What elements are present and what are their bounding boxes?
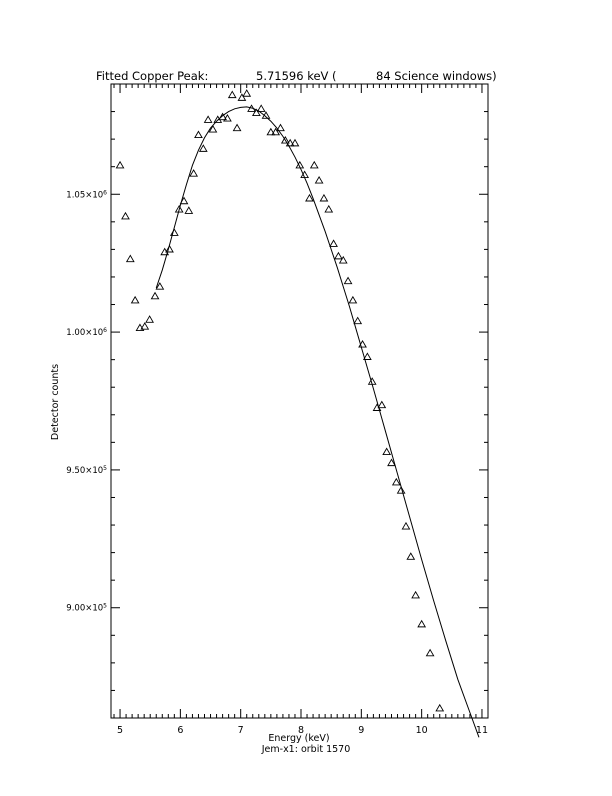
data-points bbox=[116, 90, 443, 711]
axis-ticks bbox=[111, 84, 488, 718]
data-point bbox=[229, 91, 236, 97]
data-point bbox=[171, 229, 178, 235]
data-point bbox=[146, 316, 153, 322]
data-point bbox=[238, 94, 245, 100]
y-tick-label: $9.50\times 10^5$ bbox=[66, 464, 107, 476]
data-point bbox=[195, 131, 202, 137]
data-point bbox=[233, 125, 240, 131]
data-point bbox=[311, 162, 318, 168]
x-tick-label: 6 bbox=[177, 725, 184, 736]
plot-frame bbox=[111, 84, 488, 718]
x-tick-label: 10 bbox=[415, 725, 428, 736]
data-point bbox=[407, 553, 414, 559]
data-point bbox=[205, 116, 212, 122]
y-tick-label: $1.05\times 10^6$ bbox=[66, 188, 107, 201]
chart-title-value: 5.71596 keV ( bbox=[256, 69, 337, 83]
chart-subtitle: Jem-x1: orbit 1570 bbox=[261, 744, 351, 755]
x-tick-label: 8 bbox=[297, 725, 305, 736]
data-point bbox=[335, 253, 342, 259]
data-point bbox=[383, 448, 390, 454]
x-axis-label: Energy (keV) bbox=[268, 733, 330, 744]
data-point bbox=[378, 402, 385, 408]
data-point bbox=[151, 293, 158, 299]
data-point bbox=[122, 213, 129, 219]
data-point bbox=[402, 523, 409, 529]
x-tick-label: 5 bbox=[117, 725, 124, 736]
data-point bbox=[320, 195, 327, 201]
data-point bbox=[349, 297, 356, 303]
x-tick-label: 9 bbox=[358, 725, 365, 736]
data-point bbox=[412, 592, 419, 598]
data-point bbox=[243, 90, 250, 96]
data-point bbox=[116, 162, 123, 168]
y-tick-label: $9.00\times 10^5$ bbox=[66, 602, 107, 614]
data-point bbox=[436, 705, 443, 711]
fit-curve bbox=[156, 107, 479, 737]
data-point bbox=[127, 255, 134, 261]
data-point bbox=[132, 297, 139, 303]
data-point bbox=[316, 177, 323, 183]
data-point bbox=[185, 207, 192, 213]
data-point bbox=[325, 206, 332, 212]
data-point bbox=[340, 257, 347, 263]
y-tick-labels bbox=[66, 189, 107, 614]
chart-title-right: 84 Science windows) bbox=[376, 69, 497, 83]
x-tick-label: 7 bbox=[237, 725, 244, 736]
data-point bbox=[418, 621, 425, 627]
data-point bbox=[330, 240, 337, 246]
x-tick-label: 11 bbox=[475, 725, 489, 736]
chart-title-left: Fitted Copper Peak: bbox=[96, 69, 209, 83]
y-axis-label: Detector counts bbox=[50, 363, 61, 441]
y-tick-label: $1.00\times 10^6$ bbox=[66, 326, 107, 339]
data-point bbox=[426, 650, 433, 656]
data-point bbox=[344, 277, 351, 283]
data-point bbox=[354, 317, 361, 323]
